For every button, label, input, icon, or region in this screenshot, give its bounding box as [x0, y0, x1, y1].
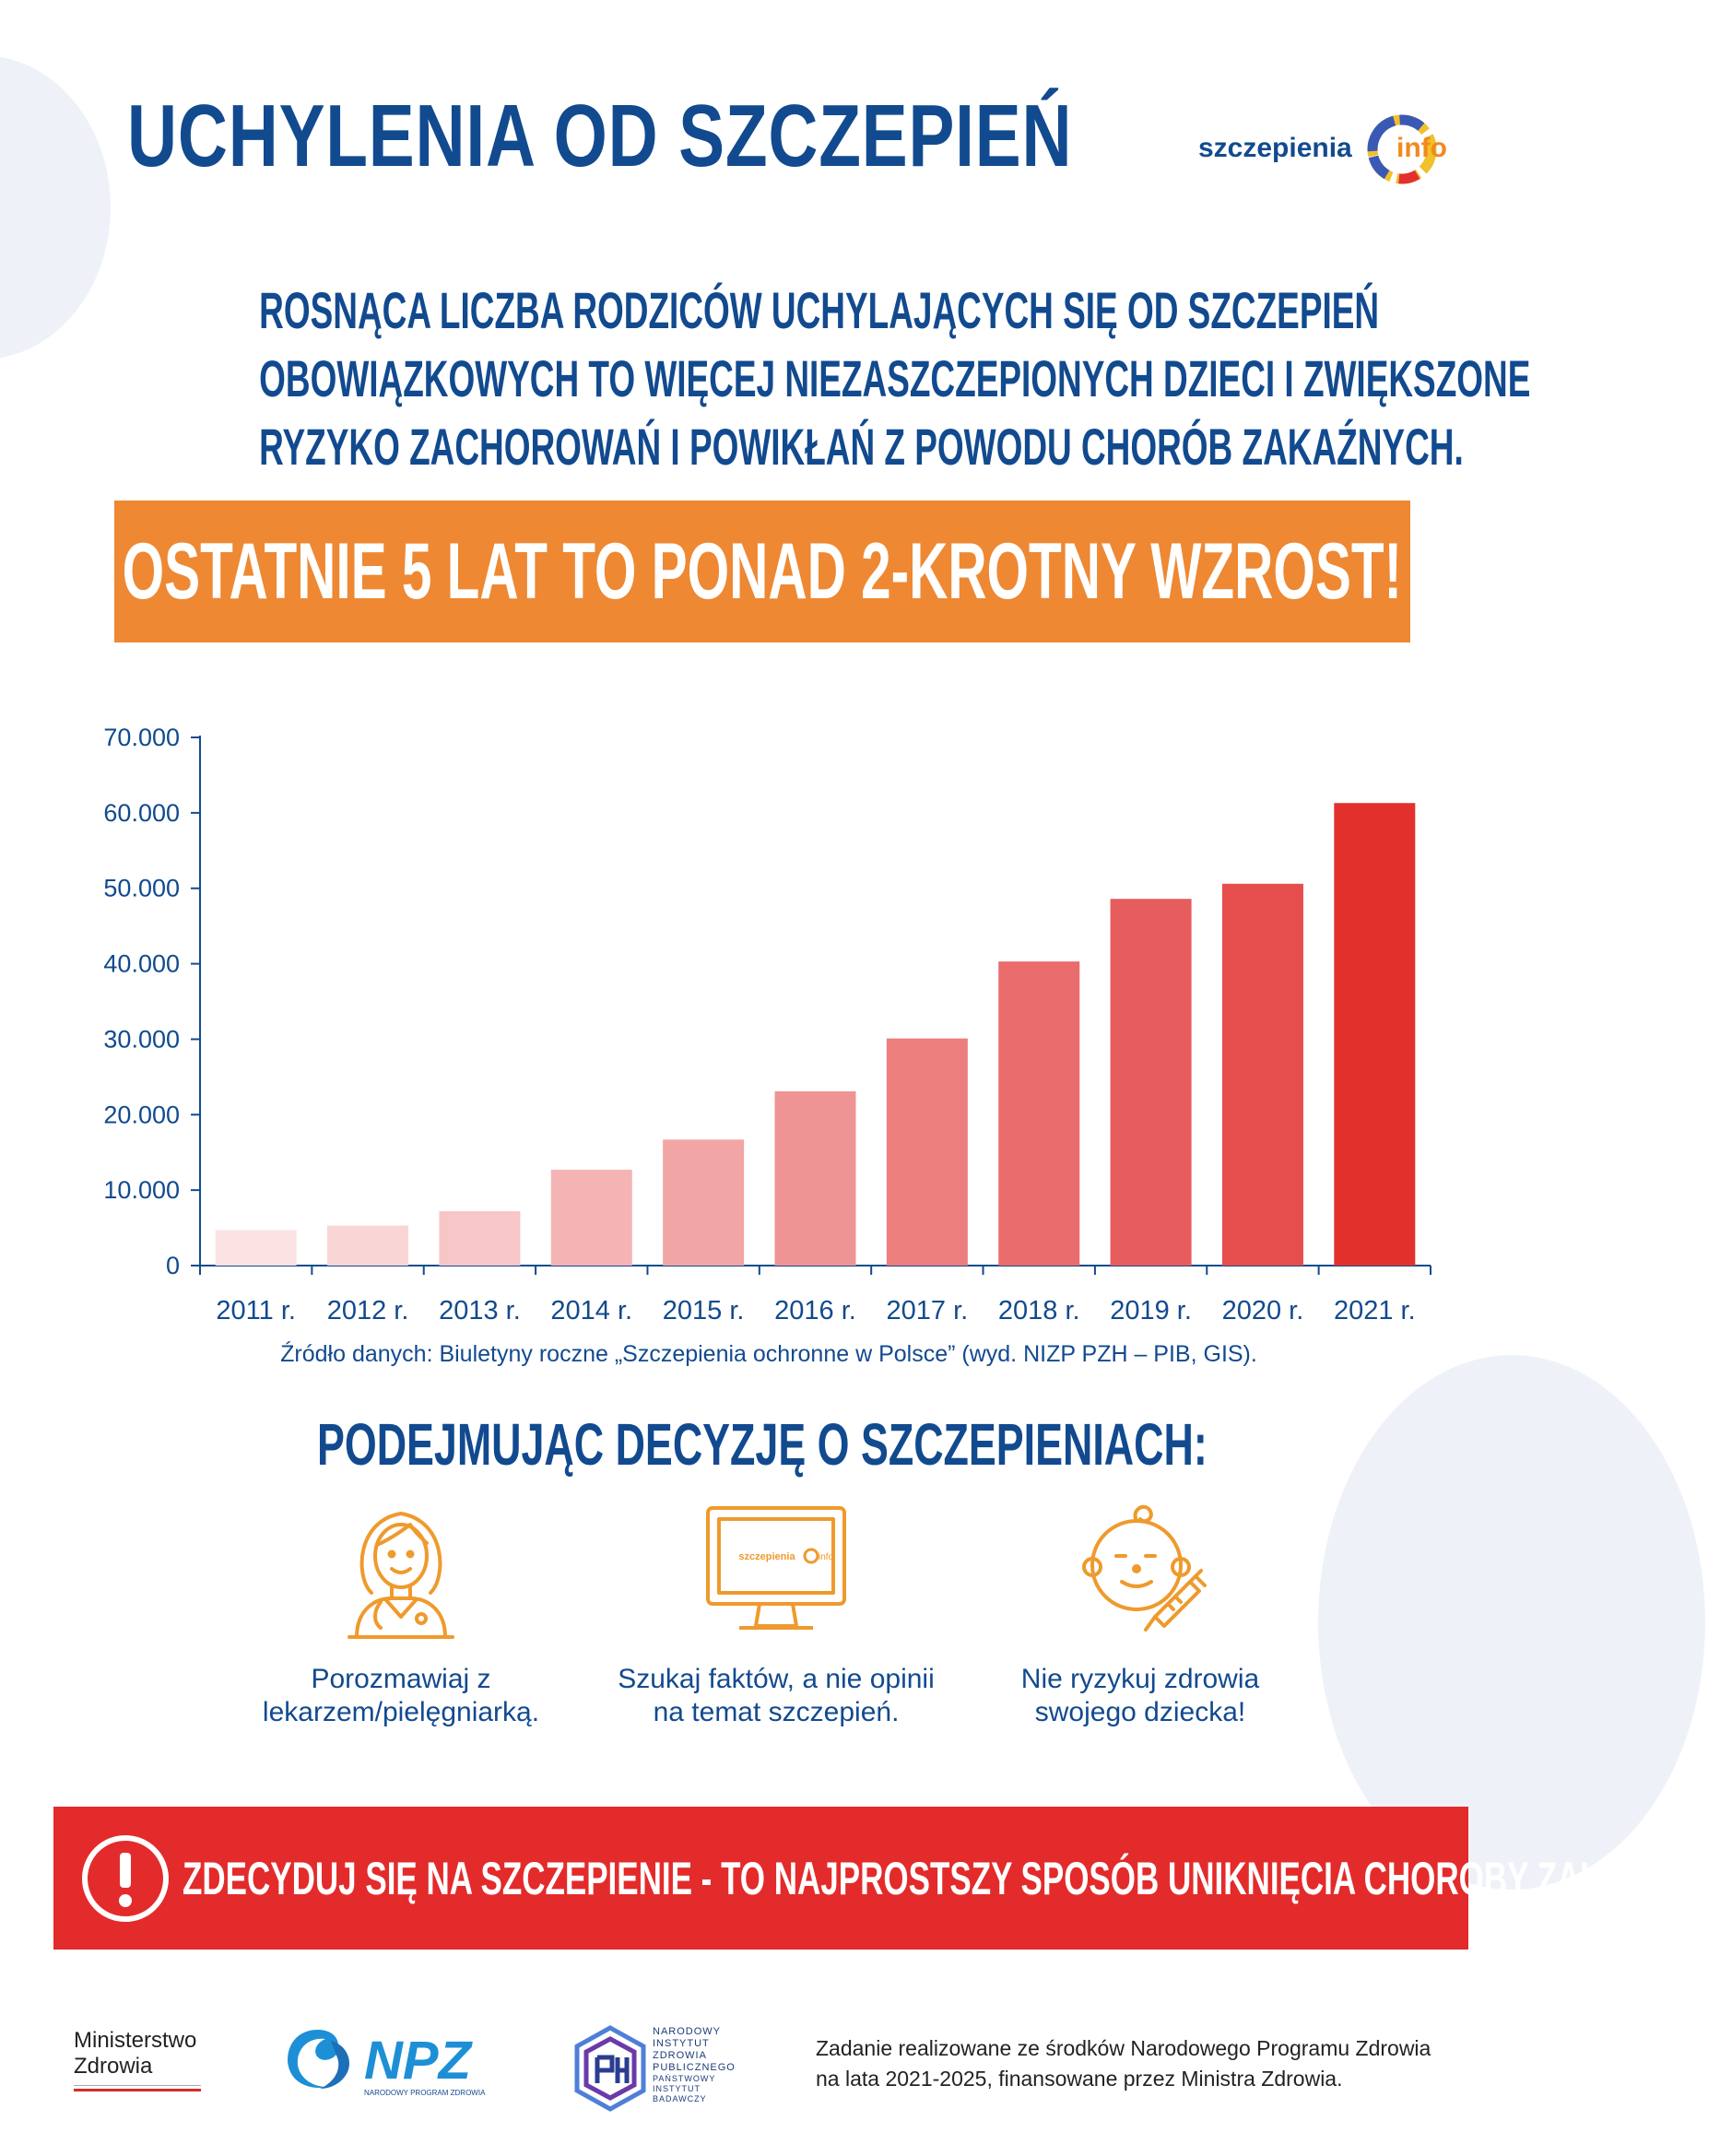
x-tick-label: 2021 r.: [1333, 1296, 1416, 1325]
alert-banner: [53, 1807, 1720, 1950]
growth-banner-text: OSTATNIE 5 LAT TO PONAD 2-KROTNY WZROST!: [122, 526, 1403, 616]
y-tick-label: 40.000: [103, 949, 180, 978]
x-tick-label: 2018 r.: [997, 1296, 1080, 1325]
nizp-line: PAŃSTWOWY INSTYTUT: [653, 2074, 716, 2093]
lead-line: OBOWIĄZKOWYCH TO WIĘCEJ NIEZASZCZEPIONYCH DZIECI I ZWIĘKSZONE: [259, 349, 1531, 407]
funding-note: [816, 2033, 1431, 2094]
x-tick-label: 2014 r.: [550, 1296, 633, 1325]
doctor-icon: [336, 1502, 465, 1641]
y-tick-label: 50.000: [103, 874, 180, 902]
ministry-line: Ministerstwo: [74, 2028, 197, 2053]
npz-logo-text: NPZ: [364, 2031, 471, 2091]
x-tick-label: 2013 r.: [439, 1296, 521, 1325]
npz-logo: [281, 2024, 493, 2098]
x-tick-label: 2017 r.: [886, 1296, 969, 1325]
tip-search-facts: [583, 1502, 970, 1729]
bar: [887, 1039, 968, 1266]
bar: [439, 1211, 520, 1266]
chart-source: Źródło danych: Biuletyny roczne „Szczepienia ochronne w Polsce” (wyd. NIZP PZH – PIB, GIS).: [280, 1341, 1257, 1367]
baby-vaccine-icon: [1066, 1502, 1214, 1641]
monitor-screen-info: info: [819, 1552, 834, 1562]
nizp-emblem-icon: [571, 2024, 649, 2113]
page-title: UCHYLENIA OD SZCZEPIEŃ: [127, 87, 1073, 185]
computer-monitor-icon: [702, 1502, 850, 1641]
y-tick-label: 30.000: [103, 1025, 180, 1054]
nizp-line: ZDROWIA: [653, 2050, 707, 2061]
exclamation-icon: [79, 1832, 171, 1925]
x-tick-label: 2016 r.: [774, 1296, 856, 1325]
decision-heading: [0, 1410, 1525, 1479]
y-tick-label: 10.000: [103, 1176, 180, 1205]
monitor-screen-text: szczepienia: [738, 1551, 795, 1562]
bar: [216, 1231, 297, 1266]
x-tick-label: 2011 r.: [216, 1296, 296, 1325]
tip-text-line: Porozmawiaj z: [311, 1664, 491, 1694]
bar: [327, 1226, 408, 1266]
bar: [1334, 803, 1415, 1266]
nizp-logo: [571, 2024, 756, 2116]
ministry-line: Zdrowia: [74, 2054, 153, 2079]
bar: [1222, 884, 1303, 1266]
bar: [1111, 899, 1192, 1266]
flag-bar: [74, 2085, 201, 2091]
y-tick-label: 60.000: [103, 798, 180, 827]
y-tick-label: 70.000: [103, 724, 180, 751]
nizp-line: BADAWCZY: [653, 2094, 707, 2103]
bar: [775, 1091, 856, 1266]
decision-heading-text: PODEJMUJĄC DECYZJĘ O SZCZEPIENIACH:: [317, 1411, 1208, 1478]
tip-text-line: swojego dziecka!: [1034, 1697, 1246, 1727]
refusals-bar-chart: [0, 701, 1525, 1383]
tip-text-line: lekarzem/pielęgniarką.: [262, 1697, 540, 1727]
y-tick-label: 20.000: [103, 1101, 180, 1129]
bar: [998, 961, 1079, 1266]
nizp-logo-text: [653, 2026, 756, 2104]
tip-child-health: [947, 1502, 1334, 1729]
bar: [663, 1139, 744, 1266]
growth-banner: [114, 501, 1410, 642]
lead-paragraph: [0, 277, 1531, 481]
lead-line: RYZYKO ZACHOROWAŃ I POWIKŁAŃ Z POWODU CHORÓB ZAKAŹNYCH.: [259, 418, 1464, 476]
brand-text: szczepienia: [1198, 133, 1352, 163]
tip-talk-to-doctor: [207, 1502, 595, 1729]
lead-line: ROSNĄCA LICZBA RODZICÓW UCHYLAJĄCYCH SIĘ OD SZCZEPIEŃ: [259, 281, 1380, 339]
funding-line: Zadanie realizowane ze środków Narodowego Programu Zdrowia: [816, 2036, 1431, 2060]
ministry-logo: [74, 2028, 201, 2091]
tip-text-line: na temat szczepień.: [653, 1697, 900, 1727]
funding-line: na lata 2021-2025, finansowane przez Ministra Zdrowia.: [816, 2067, 1343, 2091]
x-tick-label: 2012 r.: [326, 1296, 409, 1325]
npz-logo-subtitle: NARODOWY PROGRAM ZDROWIA: [364, 2089, 486, 2097]
x-tick-label: 2020 r.: [1221, 1296, 1304, 1325]
brand-info: info: [1396, 133, 1447, 163]
x-tick-label: 2015 r.: [662, 1296, 745, 1325]
szczepienia-info-logo[interactable]: [1198, 109, 1456, 192]
npz-emblem-icon: [281, 2024, 359, 2094]
nizp-line: INSTYTUT: [653, 2038, 710, 2049]
x-tick-label: 2019 r.: [1110, 1296, 1192, 1325]
y-tick-label: 0: [165, 1252, 180, 1279]
alert-banner-text: ZDECYDUJ SIĘ NA SZCZEPIENIE - TO NAJPROSTSZY SPOSÓB UNIKNIĘCIA CHOROBY ZAKAŹNEJ!: [183, 1852, 1720, 1904]
nizp-line: NARODOWY: [653, 2026, 721, 2037]
tip-text-line: Nie ryzykuj zdrowia: [1020, 1664, 1260, 1694]
tip-text-line: Szukaj faktów, a nie opinii: [618, 1664, 935, 1694]
nizp-line: PUBLICZNEGO: [653, 2062, 736, 2073]
bar: [551, 1170, 632, 1266]
